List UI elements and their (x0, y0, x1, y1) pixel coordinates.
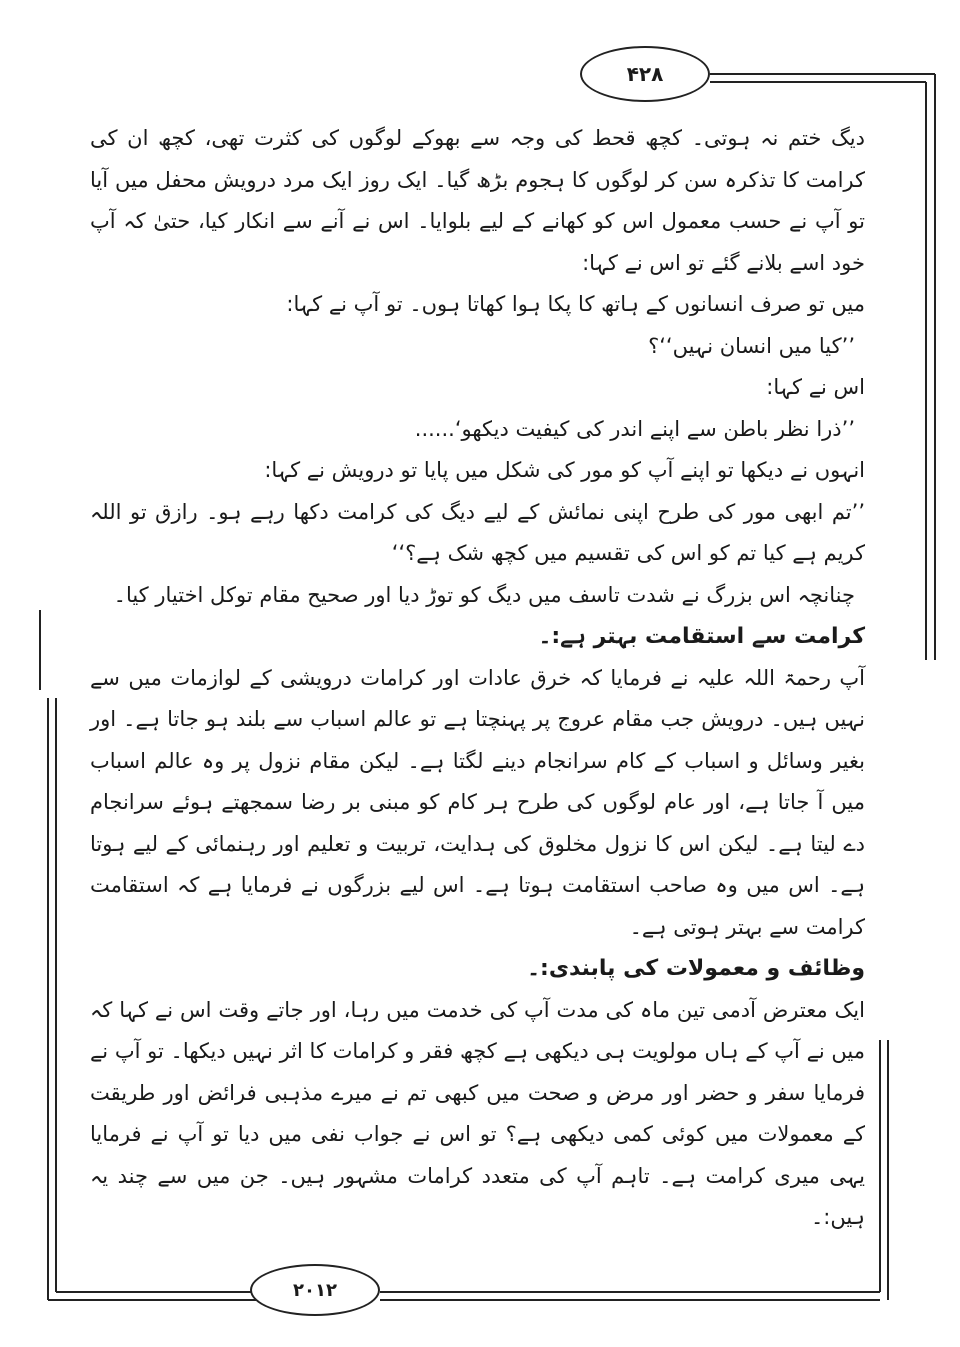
page-content (90, 118, 865, 1239)
footer-label: ۲۰۱۲ (250, 1264, 380, 1316)
page-number: ۴۲۸ (580, 46, 710, 102)
paragraph-1: دیگ ختم نہ ہوتی۔ کچھ قحط کی وجہ سے بھوکے لوگوں کی کثرت تھی، کچھ ان کی کرامت کا تذکرہ سن کر لوگوں کا ہجوم بڑھ گیا۔ ایک روز ایک مرد درویش محفل میں آیا تو آپ نے حسب معمول اس کو کھانے کے لیے بلوایا۔ اس نے آنے سے انکار کیا، حتیٰ کہ آپ خود اسے بلانے گئے تو اس نے کہا: (90, 126, 865, 275)
paragraph-3: ایک معترض آدمی تین ماہ کی مدت آپ کی خدمت میں رہا، اور جاتے وقت اس نے کہا کہ میں نے آپ کے ہاں مولویت ہی دیکھی ہے کچھ فقر و کرامات کا اثر نہیں دیکھا۔ تو آپ نے فرمایا سفر و حضر اور مرض و صحت میں کبھی تم نے میرے مذہبی فرائض اور طریقت کے معمولات میں کوئی کمی دیکھی ہے؟ تو اس نے جواب نفی میں دیا تو آپ نے فرمایا یہی میری کرامت ہے۔ تاہم آپ کی متعدد کرامات مشہور ہیں۔ جن میں سے چند یہ ہیں:۔ (90, 997, 865, 1229)
line-insaan: میں تو صرف انسانوں کے ہاتھ کا پکا ہوا کھاتا ہوں۔ تو آپ نے کہا: (286, 292, 865, 316)
line-unhon: انہوں نے دیکھا تو اپنے آپ کو مور کی شکل میں پایا تو درویش نے کہا: (264, 458, 865, 482)
heading-karamat: کرامت سے استقامت بہتر ہے:۔ (538, 624, 865, 649)
paragraph-2: آپ رحمۃ اللہ علیہ نے فرمایا کہ خرق عادات اور کرامات درویشی کے لوازمات میں سے نہیں ہیں۔ درویش جب مقام عروج پر پہنچتا ہے تو عالم اسباب سے بلند ہو جاتا ہے۔ اور بغیر وسائل و اسباب کے کام سرانجام دینے لگتا ہے۔ لیکن مقام نزول پر وہ عالم اسباب میں آ جاتا ہے، اور عام لوگوں کی طرح ہر کام کو مبنی بر رضا سمجھتے ہوئے سرانجام دے لیتا ہے۔ لیکن اس کا نزول مخلوق کی ہدایت، تربیت و تعلیم اور رہنمائی کے لیے ہوتا ہے۔ اس میں وہ صاحب استقامت ہوتا ہے۔ اس لیے بزرگوں نے فرمایا ہے کہ استقامت کرامت سے بہتر ہوتی ہے۔ (90, 665, 865, 939)
quote-tum: ’’تم ابھی مور کی طرح اپنی نمائش کے لیے دیگ کی کرامت دکھا رہے ہو۔ رازق تو اللہ کریم ہے کیا تم کو اس کی تقسیم میں کچھ شک ہے؟‘‘ (90, 499, 865, 565)
heading-wazaif: وظائف و معمولات کی پابندی:۔ (527, 956, 865, 981)
line-usne: اس نے کہا: (766, 375, 865, 399)
quote-zara: ’’ذرا نظر باطن سے اپنے اندر کی کیفیت دیکھو‘...... (414, 416, 855, 441)
quote-kya: ’’کیا میں انسان نہیں‘‘؟ (648, 333, 855, 358)
line-chunancha: چنانچہ اس بزرگ نے شدت تاسف میں دیگ کو توڑ دیا اور صحیح مقام توکل اختیار کیا۔ (113, 582, 855, 607)
